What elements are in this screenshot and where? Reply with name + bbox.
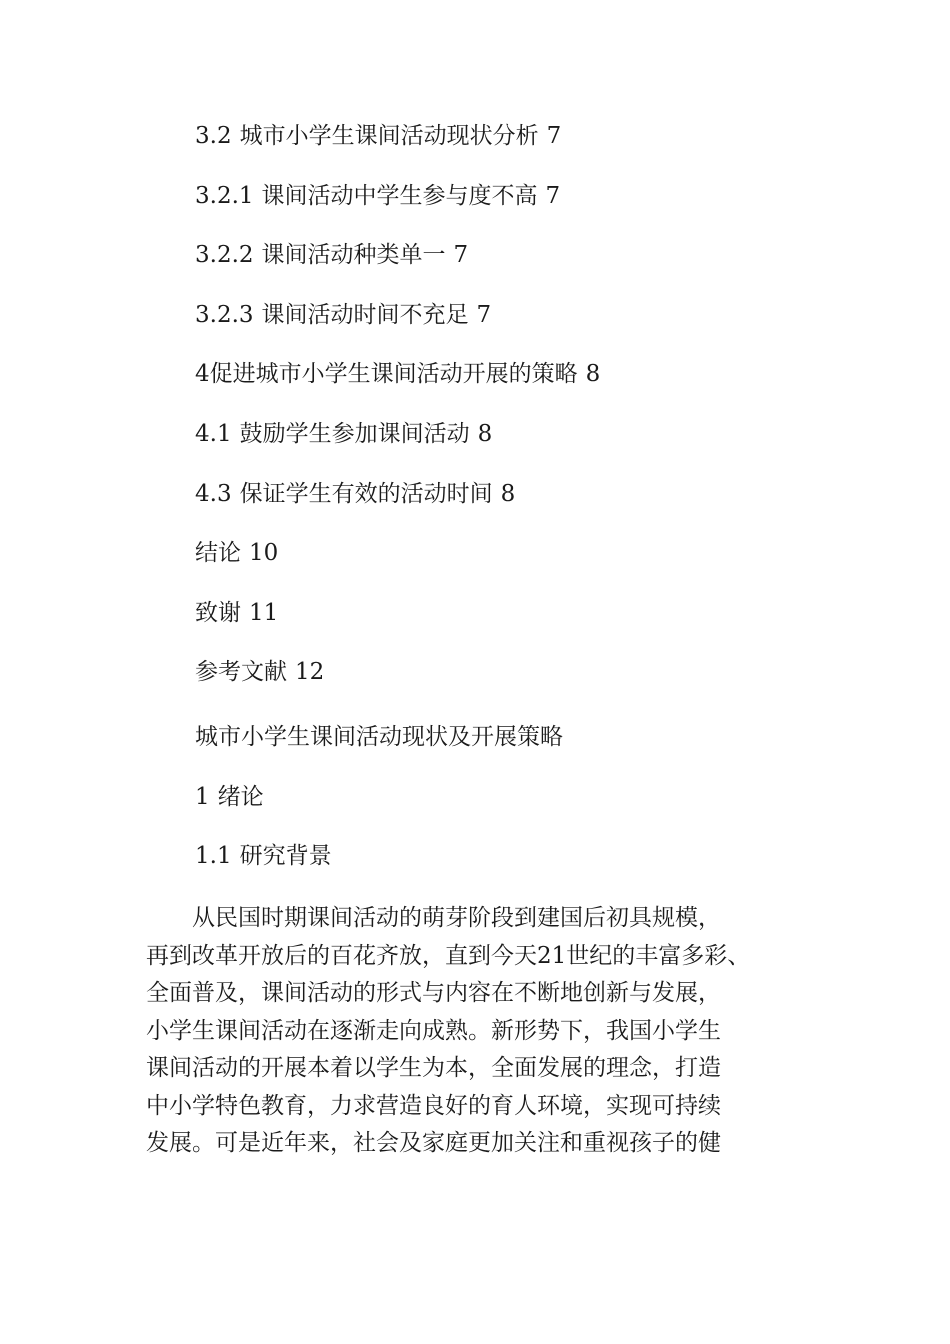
subsection-number: 1.1 bbox=[195, 843, 232, 869]
toc-entry[interactable] bbox=[195, 480, 895, 508]
toc-entry-number: 3.2.1 bbox=[195, 182, 254, 209]
toc-entry-number: 3.2 bbox=[195, 123, 232, 149]
toc-entry[interactable] bbox=[195, 122, 895, 150]
toc-entry-page: 12 bbox=[295, 659, 325, 686]
toc-entry-page: 7 bbox=[453, 242, 469, 269]
toc-entry-title: 致谢 bbox=[195, 599, 241, 626]
table-of-contents bbox=[195, 122, 895, 718]
toc-entry-number: 4.1 bbox=[195, 420, 232, 447]
toc-entry-title: 促进城市小学生课间活动开展的策略 bbox=[209, 361, 578, 388]
toc-entry-page: 7 bbox=[546, 123, 562, 149]
section-title: 绪论 bbox=[217, 784, 264, 810]
section-heading bbox=[195, 783, 264, 811]
paragraph-line: 中小学特色教育，力求营造良好的育人环境，实现可持续 bbox=[146, 1092, 721, 1119]
toc-entry[interactable] bbox=[195, 182, 895, 210]
toc-entry-title: 结论 bbox=[195, 540, 241, 567]
toc-entry[interactable] bbox=[195, 420, 895, 448]
toc-entry[interactable] bbox=[195, 360, 895, 388]
toc-entry-page: 7 bbox=[476, 301, 492, 328]
toc-entry[interactable] bbox=[195, 599, 895, 627]
paragraph-line: 再到改革开放后的百花齐放，直到今天21世纪的丰富多彩、 bbox=[146, 942, 751, 969]
toc-entry[interactable] bbox=[195, 539, 895, 567]
section-number: 1 bbox=[195, 784, 210, 810]
toc-entry-title: 课间活动中学生参与度不高 bbox=[261, 182, 538, 209]
paragraph-line: 全面普及，课间活动的形式与内容在不断地创新与发展， bbox=[146, 980, 721, 1006]
paragraph-line: 发展。可是近年来，社会及家庭更加关注和重视孩子的健 bbox=[146, 1130, 721, 1156]
body-paragraph bbox=[146, 900, 806, 1163]
toc-entry-title: 课间活动时间不充足 bbox=[261, 301, 469, 328]
toc-entry-title: 课间活动种类单一 bbox=[261, 242, 446, 269]
subsection-heading bbox=[195, 842, 332, 870]
subsection-title: 研究背景 bbox=[239, 843, 332, 869]
toc-entry[interactable] bbox=[195, 241, 895, 269]
toc-entry-number: 4.3 bbox=[195, 480, 232, 507]
toc-entry-page: 10 bbox=[249, 540, 279, 567]
toc-entry-number: 3.2.3 bbox=[195, 301, 254, 328]
paragraph-line: 从民国时期课间活动的萌芽阶段到建国后初具规模， bbox=[192, 905, 721, 931]
toc-entry-title: 鼓励学生参加课间活动 bbox=[239, 420, 470, 447]
toc-entry-page: 7 bbox=[545, 182, 561, 209]
document-title: 城市小学生课间活动现状及开展策略 bbox=[195, 724, 563, 750]
toc-entry-page: 8 bbox=[477, 420, 493, 447]
paragraph-line: 课间活动的开展本着以学生为本，全面发展的理念，打造 bbox=[146, 1055, 721, 1081]
paragraph-line: 小学生课间活动在逐渐走向成熟。新形势下，我国小学生 bbox=[146, 1017, 721, 1044]
toc-entry-title: 参考文献 bbox=[195, 659, 287, 686]
toc-entry-page: 8 bbox=[500, 480, 516, 507]
toc-entry-number: 4 bbox=[195, 361, 210, 388]
toc-entry-page: 8 bbox=[585, 361, 601, 388]
toc-entry[interactable] bbox=[195, 301, 895, 329]
toc-entry-title: 城市小学生课间活动现状分析 bbox=[239, 123, 539, 149]
toc-entry-title: 保证学生有效的活动时间 bbox=[239, 480, 493, 507]
toc-entry-page: 11 bbox=[249, 599, 279, 626]
toc-entry-number: 3.2.2 bbox=[195, 242, 254, 269]
toc-entry[interactable] bbox=[195, 658, 895, 686]
